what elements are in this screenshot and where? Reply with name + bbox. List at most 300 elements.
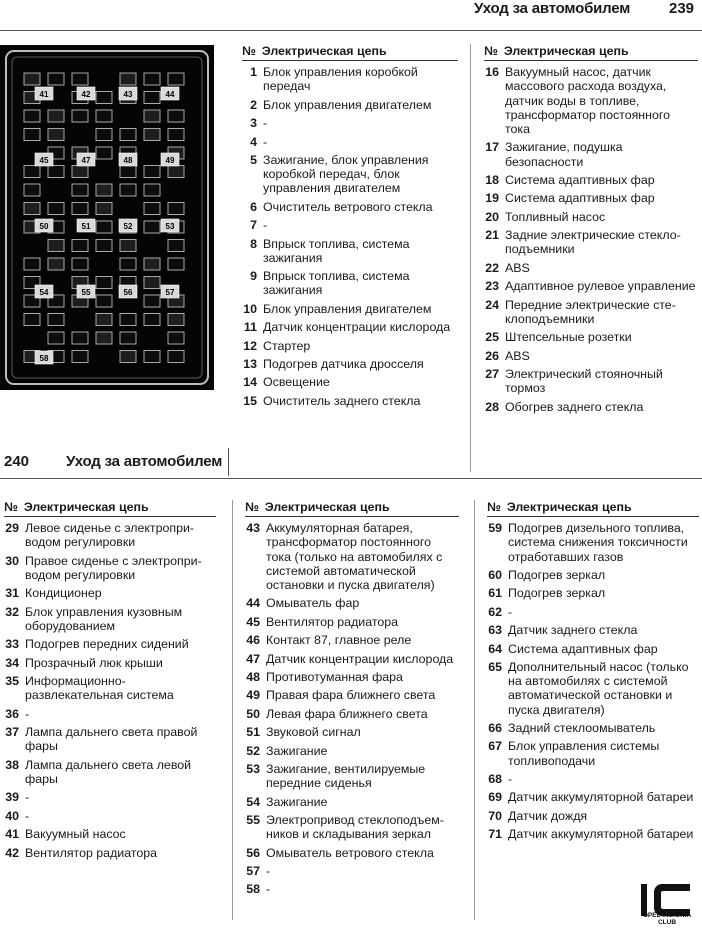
fuse-description: Противотуманная фара xyxy=(266,669,403,684)
fuse-item xyxy=(487,660,699,717)
fuse-slot xyxy=(168,240,184,252)
fuse-box-label: 48 xyxy=(123,156,133,165)
fuse-item xyxy=(242,320,458,334)
fuse-number: 33 xyxy=(5,637,19,652)
fuse-item xyxy=(4,809,216,823)
fuse-slot xyxy=(48,110,64,122)
fuse-slot xyxy=(144,166,160,178)
fuse-description: ABS xyxy=(505,348,530,363)
fuse-number: 27 xyxy=(485,366,499,381)
fuse-slot xyxy=(144,73,160,85)
fuse-slot xyxy=(144,277,160,289)
fuse-slot xyxy=(120,351,136,363)
fuse-number: 56 xyxy=(246,845,260,860)
fuse-number: 45 xyxy=(246,614,260,629)
fuse-description: Электрический стояночный тормоз xyxy=(505,366,663,396)
fuse-item xyxy=(487,809,699,823)
fuse-slot xyxy=(96,110,112,122)
column-header-label: Электрическая цепь xyxy=(264,500,390,514)
fuse-slot xyxy=(72,332,88,344)
fuse-slot xyxy=(96,184,112,196)
fuse-item xyxy=(4,656,216,670)
page-number-bottom: 240 xyxy=(4,453,30,470)
fuse-number: 44 xyxy=(246,596,260,611)
fuse-item xyxy=(242,153,458,196)
fuse-item xyxy=(245,762,459,790)
fuse-item xyxy=(484,173,698,187)
fuse-description: Очиститель ветрового стекла xyxy=(263,199,433,214)
fuse-slot xyxy=(120,240,136,252)
fuse-list-column xyxy=(487,500,699,846)
fuse-description: Впрыск топлива, система зажигания xyxy=(263,236,410,265)
fuse-description: Омыватель ветрового стекла xyxy=(266,845,434,860)
fuse-number: 9 xyxy=(250,269,257,284)
fuse-item xyxy=(487,827,699,841)
fuse-box-label: 50 xyxy=(39,222,49,231)
fuse-item xyxy=(245,633,459,647)
fuse-slot xyxy=(48,73,64,85)
column-divider xyxy=(232,500,233,920)
column-header-label: Электрическая цепь xyxy=(503,44,629,58)
fuse-slot xyxy=(168,129,184,141)
fuse-slot xyxy=(96,314,112,326)
fuse-number: 2 xyxy=(250,97,257,112)
fuse-number: 4 xyxy=(250,134,257,149)
fuse-number: 50 xyxy=(246,706,260,721)
fuse-number: 10 xyxy=(243,301,257,316)
fuse-box-label: 42 xyxy=(81,90,91,99)
fuse-description: ABS xyxy=(505,260,530,275)
fuse-description: Лампа дальнего света правой фары xyxy=(25,725,198,754)
fuse-number: 40 xyxy=(5,808,19,823)
fuse-item xyxy=(484,349,698,363)
fuse-item xyxy=(242,394,458,408)
fuse-item xyxy=(245,688,459,702)
fuse-number: 24 xyxy=(485,297,499,312)
fuse-item xyxy=(484,65,698,136)
column-header-number: № xyxy=(4,500,18,514)
column-header-number: № xyxy=(487,500,501,514)
fuse-item xyxy=(242,200,458,214)
fuse-description: Звуковой сигнал xyxy=(266,725,361,740)
fuse-number: 71 xyxy=(488,827,502,842)
fuse-description: Вакуумный насос, датчик массового расхода воздуха, датчик воды в топливе, трансформатор постоянного тока xyxy=(505,65,671,137)
fuse-number: 30 xyxy=(5,553,19,568)
fuse-item xyxy=(484,228,698,256)
fuse-description: - xyxy=(25,808,30,823)
fuse-description: Подогрев дизельного топлива, система снижения токсичности отработавших газов xyxy=(508,521,688,564)
fuse-item xyxy=(245,596,459,610)
fuse-number: 22 xyxy=(485,260,499,275)
fuse-description: - xyxy=(266,863,271,878)
fuse-number: 65 xyxy=(488,659,502,674)
fuse-description: Вакуумный насос xyxy=(25,827,126,842)
fuse-slot xyxy=(48,332,64,344)
fuse-item xyxy=(245,707,459,721)
fuse-item xyxy=(487,739,699,767)
fuse-description: Система адаптивных фар xyxy=(508,641,658,656)
fuse-item xyxy=(4,827,216,841)
fuse-list-column xyxy=(245,500,459,901)
column-header-number: № xyxy=(245,500,259,514)
fuse-description: Блок управления системы топливоподачи xyxy=(508,739,660,768)
fuse-number: 15 xyxy=(243,393,257,408)
fuse-slot xyxy=(144,92,160,104)
fuse-description: Блок управления кузовным оборудованием xyxy=(25,604,183,633)
fuse-description: Адаптивное рулевое управление xyxy=(505,279,696,294)
fuse-number: 69 xyxy=(488,790,502,805)
fuse-box-label: 53 xyxy=(165,222,175,231)
column-header-number: № xyxy=(242,44,256,58)
fuse-number: 8 xyxy=(250,236,257,251)
fuse-number: 7 xyxy=(250,218,257,233)
fuse-item xyxy=(245,521,459,592)
fuse-slot xyxy=(48,240,64,252)
fuse-slot xyxy=(168,110,184,122)
page-number-top: 239 xyxy=(669,0,695,17)
fuse-box-label: 52 xyxy=(123,222,133,231)
fuse-item xyxy=(4,846,216,860)
fuse-item xyxy=(4,725,216,753)
fuse-description: Стартер xyxy=(263,338,311,353)
header-rule-top xyxy=(0,30,702,31)
fuse-item xyxy=(4,521,216,549)
fuse-item xyxy=(4,554,216,582)
fuse-description: Датчик дождя xyxy=(508,808,588,823)
fuse-slot xyxy=(120,73,136,85)
fuse-number: 3 xyxy=(250,116,257,131)
fuse-number: 63 xyxy=(488,623,502,638)
fuse-item xyxy=(245,744,459,758)
fuse-description: Задние электрические стекло-подъемники xyxy=(505,228,681,257)
fuse-number: 57 xyxy=(246,863,260,878)
fuse-item xyxy=(245,725,459,739)
fuse-item xyxy=(487,521,699,564)
fuse-box-label: 56 xyxy=(123,288,133,297)
fuse-number: 31 xyxy=(5,586,19,601)
fuse-item xyxy=(484,367,698,395)
fuse-slot xyxy=(72,258,88,270)
fuse-number: 6 xyxy=(250,199,257,214)
fuse-description: Датчик заднего стекла xyxy=(508,623,638,638)
fuse-item xyxy=(245,670,459,684)
fuse-item xyxy=(4,758,216,786)
fuse-slot xyxy=(144,314,160,326)
fuse-number: 48 xyxy=(246,669,260,684)
fuse-description: Зажигание xyxy=(266,794,328,809)
fuse-number: 14 xyxy=(243,375,257,390)
fuse-description: Система адаптивных фар xyxy=(505,173,655,187)
fuse-slot xyxy=(168,332,184,344)
column-header xyxy=(4,500,216,517)
fuse-number: 51 xyxy=(246,725,260,740)
fuse-description: - xyxy=(508,771,513,786)
fuse-list xyxy=(245,521,459,896)
fuse-list xyxy=(4,521,216,860)
column-header-number: № xyxy=(484,44,498,58)
fuse-slot xyxy=(96,240,112,252)
column-header-label: Электрическая цепь xyxy=(506,500,632,514)
fuse-number: 32 xyxy=(5,604,19,619)
fuse-slot xyxy=(48,258,64,270)
fuse-box-photo xyxy=(0,45,214,390)
fuse-slot xyxy=(24,73,40,85)
fuse-item xyxy=(4,674,216,702)
fuse-slot xyxy=(48,203,64,215)
fuse-slot xyxy=(168,203,184,215)
fuse-number: 66 xyxy=(488,720,502,735)
fuse-slot xyxy=(120,166,136,178)
fuse-item xyxy=(245,864,459,878)
fuse-slot xyxy=(96,203,112,215)
fuse-number: 38 xyxy=(5,757,19,772)
fuse-box-label: 47 xyxy=(81,156,91,165)
fuse-slot xyxy=(72,184,88,196)
fuse-item xyxy=(4,637,216,651)
fuse-description: Блок управления двигателем xyxy=(263,301,432,316)
fuse-slot xyxy=(144,351,160,363)
fuse-description: Датчик аккумуляторной батареи xyxy=(508,790,694,805)
fuse-box-label: 44 xyxy=(165,90,175,99)
column-divider xyxy=(474,500,475,920)
fuse-box-diagram xyxy=(0,45,214,390)
fuse-slot xyxy=(96,129,112,141)
fuse-number: 53 xyxy=(246,761,260,776)
fuse-slot xyxy=(144,184,160,196)
fuse-slot xyxy=(144,295,160,307)
fuse-list xyxy=(487,521,699,841)
fuse-slot xyxy=(144,110,160,122)
fuse-number: 58 xyxy=(246,882,260,897)
fuse-item xyxy=(4,605,216,633)
fuse-item xyxy=(484,140,698,168)
fuse-number: 42 xyxy=(5,845,19,860)
fuse-item xyxy=(487,586,699,600)
fuse-description: Омыватель фар xyxy=(266,596,360,611)
fuse-number: 26 xyxy=(485,348,499,363)
fuse-item xyxy=(4,586,216,600)
fuse-description: Впрыск топлива, система зажигания xyxy=(263,269,410,298)
fuse-description: Подогрев зеркал xyxy=(508,568,606,582)
fuse-description: Зажигание, вентилируемые передние сиденья xyxy=(266,761,426,791)
fuse-number: 19 xyxy=(485,191,499,206)
fuse-item xyxy=(245,652,459,666)
fuse-number: 49 xyxy=(246,688,260,703)
fuse-slot xyxy=(168,314,184,326)
fuse-slot xyxy=(72,73,88,85)
fuse-description: Подогрев датчика дросселя xyxy=(263,356,424,371)
fuse-item xyxy=(242,339,458,353)
fuse-item xyxy=(242,65,458,93)
fuse-description: Освещение xyxy=(263,375,330,390)
fuse-description: Задний стеклоомыватель xyxy=(508,720,656,735)
fuse-list-column xyxy=(484,44,698,418)
fuse-item xyxy=(484,330,698,344)
column-header xyxy=(242,44,458,61)
fuse-item xyxy=(484,191,698,205)
fuse-number: 34 xyxy=(5,655,19,670)
fuse-item xyxy=(245,795,459,809)
fuse-slot xyxy=(24,184,40,196)
fuse-number: 21 xyxy=(485,228,499,243)
fuse-description: Правое сиденье с электропри-водом регулировки xyxy=(25,553,202,582)
fuse-slot xyxy=(120,314,136,326)
fuse-slot xyxy=(96,221,112,233)
fuse-item xyxy=(242,135,458,149)
fuse-slot xyxy=(72,166,88,178)
fuse-item xyxy=(242,98,458,112)
fuse-list-column xyxy=(242,44,458,412)
fuse-description: Кондиционер xyxy=(25,586,102,601)
logo-line1: OPEL INSIGNIA xyxy=(642,912,692,919)
fuse-description: Обогрев заднего стекла xyxy=(505,399,644,414)
fuse-slot xyxy=(168,166,184,178)
fuse-slot xyxy=(48,129,64,141)
fuse-number: 25 xyxy=(485,330,499,345)
fuse-number: 18 xyxy=(485,173,499,187)
fuse-description: - xyxy=(25,790,30,805)
fuse-number: 12 xyxy=(243,338,257,353)
fuse-number: 70 xyxy=(488,808,502,823)
fuse-slot xyxy=(72,240,88,252)
column-header xyxy=(484,44,698,61)
fuse-number: 23 xyxy=(485,279,499,294)
fuse-slot xyxy=(168,258,184,270)
fuse-number: 39 xyxy=(5,790,19,805)
fuse-description: Информационно-развлекательная система xyxy=(25,674,174,703)
fuse-description: - xyxy=(263,116,268,131)
fuse-item xyxy=(4,790,216,804)
fuse-number: 68 xyxy=(488,771,502,786)
fuse-item xyxy=(245,615,459,629)
column-divider xyxy=(470,44,471,472)
fuse-description: Блок управления двигателем xyxy=(263,97,432,112)
page-title-top: Уход за автомобилем xyxy=(474,0,631,17)
fuse-description: Правая фара ближнего света xyxy=(266,688,436,703)
fuse-item xyxy=(487,623,699,637)
fuse-slot xyxy=(24,203,40,215)
page-title-bottom: Уход за автомобилем xyxy=(66,453,223,470)
fuse-description: Электропривод стеклоподъем-ников и складывания зеркал xyxy=(266,812,444,842)
fuse-description: Прозрачный люк крыши xyxy=(25,655,163,670)
fuse-number: 35 xyxy=(5,674,19,689)
fuse-number: 1 xyxy=(250,65,257,80)
fuse-description: Зажигание xyxy=(266,743,328,758)
fuse-description: Подогрев зеркал xyxy=(508,586,606,601)
fuse-slot xyxy=(144,221,160,233)
fuse-slot xyxy=(144,258,160,270)
fuse-slot xyxy=(24,129,40,141)
fuse-slot xyxy=(144,203,160,215)
fuse-description: Зажигание, блок управления коробкой передач, блок управления двигателем xyxy=(263,152,429,196)
fuse-slot xyxy=(96,92,112,104)
fuse-description: Датчик концентрации кислорода xyxy=(266,651,454,666)
fuse-number: 36 xyxy=(5,706,19,721)
fuse-item xyxy=(245,882,459,896)
fuse-item xyxy=(242,357,458,371)
fuse-item xyxy=(487,568,699,582)
fuse-number: 11 xyxy=(243,320,257,335)
fuse-description: Вентилятор радиатора xyxy=(25,845,158,860)
fuse-description: Датчик аккумуляторной батареи xyxy=(508,827,694,842)
fuse-number: 54 xyxy=(246,794,260,809)
fuse-description: Лампа дальнего света левой фары xyxy=(25,757,192,786)
fuse-description: Топливный насос xyxy=(505,209,606,224)
fuse-number: 62 xyxy=(488,604,502,619)
club-logo-text xyxy=(634,912,700,926)
fuse-item xyxy=(4,707,216,721)
fuse-number: 60 xyxy=(488,568,502,582)
fuse-slot xyxy=(24,314,40,326)
fuse-description: - xyxy=(266,882,271,897)
fuse-number: 47 xyxy=(246,651,260,666)
header-divider xyxy=(228,448,229,476)
fuse-slot xyxy=(72,203,88,215)
fuse-number: 37 xyxy=(5,725,19,740)
fuse-item xyxy=(245,813,459,841)
fuse-item xyxy=(484,210,698,224)
fuse-slot xyxy=(168,351,184,363)
fuse-slot xyxy=(168,73,184,85)
fuse-box-label: 45 xyxy=(39,156,49,165)
fuse-number: 59 xyxy=(488,521,502,536)
fuse-slot xyxy=(144,129,160,141)
fuse-number: 64 xyxy=(488,641,502,656)
fuse-item xyxy=(487,790,699,804)
fuse-box-label: 55 xyxy=(81,288,91,297)
fuse-item xyxy=(484,261,698,275)
fuse-slot xyxy=(120,332,136,344)
fuse-description: Левая фара ближнего света xyxy=(266,706,428,721)
column-header xyxy=(487,500,699,517)
fuse-description: Система адаптивных фар xyxy=(505,191,655,206)
fuse-box-label: 51 xyxy=(81,222,91,231)
fuse-number: 52 xyxy=(246,743,260,758)
fuse-number: 55 xyxy=(246,812,260,827)
fuse-box-label: 57 xyxy=(165,288,175,297)
fuse-description: - xyxy=(508,604,513,619)
fuse-description: Подогрев передних сидений xyxy=(25,637,189,652)
fuse-item xyxy=(487,605,699,619)
fuse-box-label: 49 xyxy=(165,156,175,165)
fuse-description: Левое сиденье с электропри-водом регулировки xyxy=(25,521,195,550)
column-header-label: Электрическая цепь xyxy=(23,500,149,514)
fuse-number: 5 xyxy=(250,152,257,167)
fuse-description: Передние электрические сте-клоподъемники xyxy=(505,297,676,326)
fuse-slot xyxy=(24,110,40,122)
fuse-slot xyxy=(72,351,88,363)
logo-line2: CLUB xyxy=(657,919,677,926)
fuse-item xyxy=(245,846,459,860)
column-header xyxy=(245,500,459,517)
fuse-item xyxy=(484,400,698,414)
fuse-number: 17 xyxy=(485,140,499,155)
fuse-description: Контакт 87, главное реле xyxy=(266,633,412,648)
fuse-description: - xyxy=(263,218,268,233)
fuse-slot xyxy=(48,314,64,326)
fuse-number: 13 xyxy=(243,356,257,371)
fuse-description: Дополнительный насос (только на автомобилях с системой автоматической остановки и пуска двигателя) xyxy=(508,659,689,717)
fuse-slot xyxy=(96,332,112,344)
fuse-slot xyxy=(24,166,40,178)
fuse-description: Вентилятор радиатора xyxy=(266,614,399,629)
fuse-slot xyxy=(24,258,40,270)
fuse-item xyxy=(242,375,458,389)
fuse-description: - xyxy=(263,134,268,149)
fuse-description: - xyxy=(25,706,30,721)
fuse-slot xyxy=(96,277,112,289)
column-header-label: Электрическая цепь xyxy=(261,44,387,58)
